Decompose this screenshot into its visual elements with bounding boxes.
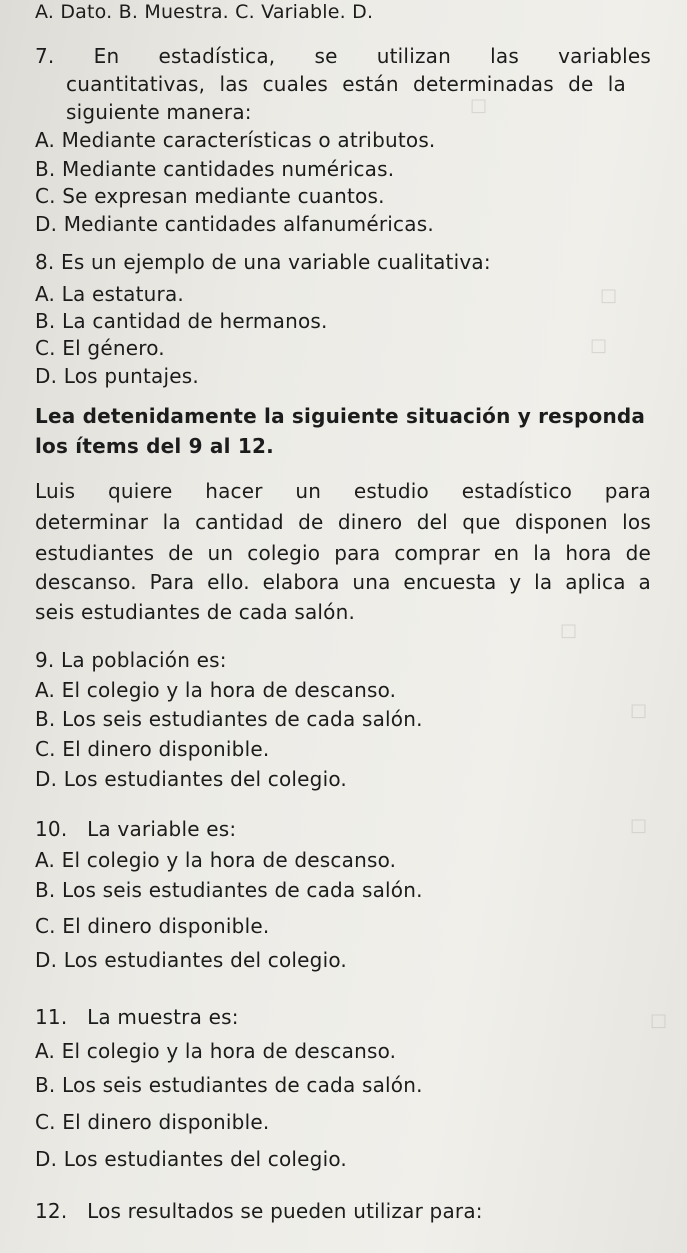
question-12-stem: 12. Los resultados se pueden utilizar para: [35,1199,483,1223]
question-10-option-c: C. El dinero disponible. [35,914,270,938]
question-10-option-d: D. Los estudiantes del colegio. [35,948,347,972]
question-9-option-a: A. El colegio y la hora de descanso. [35,678,397,702]
bleed-through-mark: □ [630,700,648,721]
question-7-stem-line-3: siguiente manera: [66,100,252,124]
question-9-option-c: C. El dinero disponible. [35,737,270,761]
bleed-through-mark: □ [650,1010,668,1031]
question-7-option-c: C. Se expresan mediante cuantos. [35,184,385,208]
instruction-line-2: los ítems del 9 al 12. [35,434,274,458]
bleed-through-mark: □ [590,335,608,356]
question-8-option-a: A. La estatura. [35,282,184,306]
question-7-option-d: D. Mediante cantidades alfanuméricas. [35,212,434,236]
question-10-option-b: B. Los seis estudiantes de cada salón. [35,878,423,902]
question-8-stem: 8. Es un ejemplo de una variable cualitativa: [35,250,491,274]
question-11-stem: 11. La muestra es: [35,1005,239,1029]
question-8-option-c: C. El género. [35,336,165,360]
question-7-option-b: B. Mediante cantidades numéricas. [35,157,395,181]
situation-line-1: Luis quiere hacer un estudio estadístico para [35,479,651,503]
previous-question-options: A. Dato. B. Muestra. C. Variable. D. [35,1,374,23]
question-10-option-a: A. El colegio y la hora de descanso. [35,848,397,872]
bleed-through-mark: □ [630,815,648,836]
question-11-option-d: D. Los estudiantes del colegio. [35,1147,347,1171]
situation-line-3: estudiantes de un colegio para comprar en la hora de [35,541,651,565]
question-7-stem-line-2: cuantitativas, las cuales están determinadas de la [66,72,626,96]
question-8-option-d: D. Los puntajes. [35,364,199,388]
instruction-line-1: Lea detenidamente la siguiente situación y responda [35,404,646,428]
bleed-through-mark: □ [470,95,488,116]
question-8-option-b: B. La cantidad de hermanos. [35,309,328,333]
situation-line-5: seis estudiantes de cada salón. [35,600,356,624]
question-9-option-b: B. Los seis estudiantes de cada salón. [35,707,423,731]
question-7-option-a: A. Mediante características o atributos. [35,128,436,152]
question-10-stem: 10. La variable es: [35,817,237,841]
question-11-option-c: C. El dinero disponible. [35,1110,270,1134]
question-9-option-d: D. Los estudiantes del colegio. [35,767,347,791]
situation-line-2: determinar la cantidad de dinero del que disponen los [35,510,651,534]
question-11-option-b: B. Los seis estudiantes de cada salón. [35,1073,423,1097]
bleed-through-mark: □ [560,620,578,641]
situation-line-4: descanso. Para ello. elabora una encuesta y la aplica a [35,570,651,594]
question-11-option-a: A. El colegio y la hora de descanso. [35,1039,397,1063]
question-9-stem: 9. La población es: [35,648,227,672]
question-7-stem-line-1: 7. En estadística, se utilizan las variables [35,44,651,68]
bleed-through-mark: □ [600,285,618,306]
